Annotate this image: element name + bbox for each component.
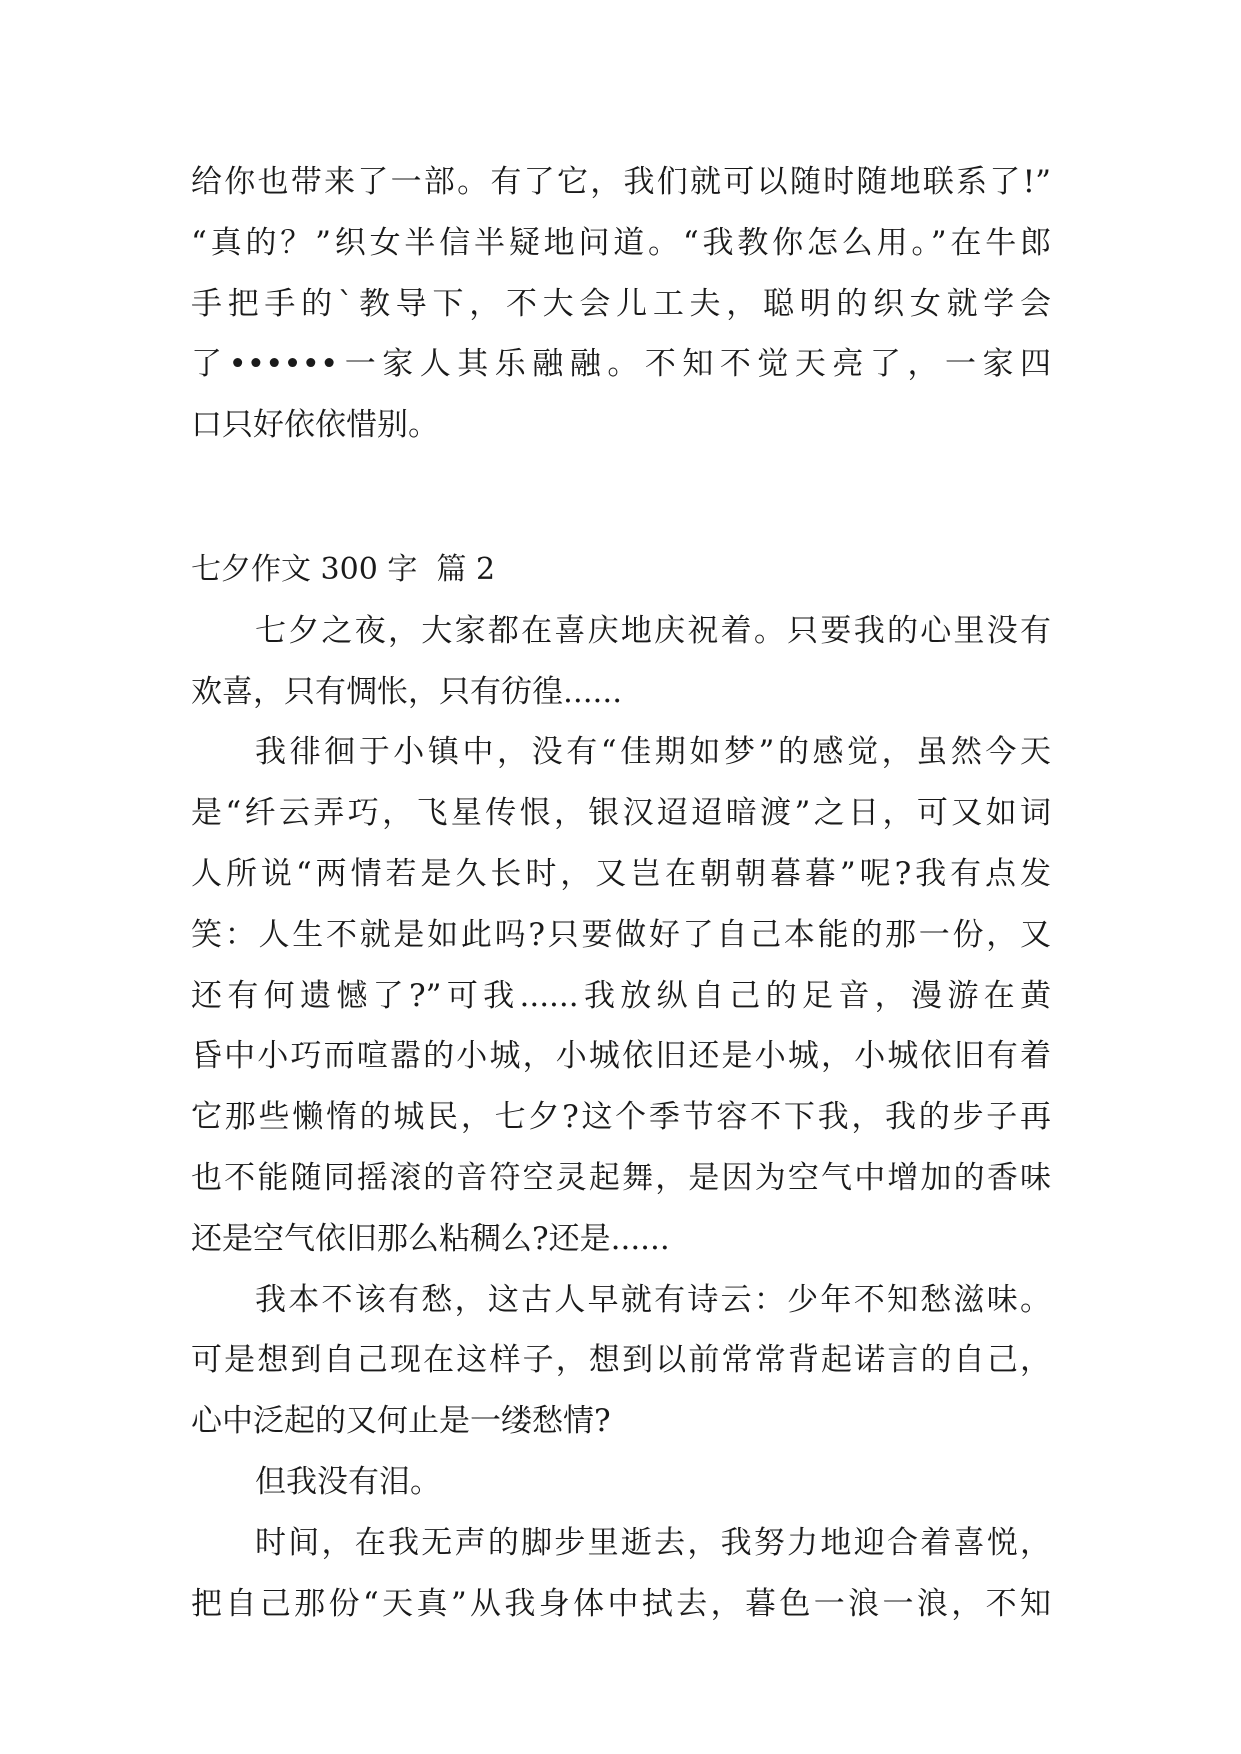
- text-line: 还是空气依旧那么粘稠么?还是......: [191, 1220, 670, 1257]
- text-line: 我本不该有愁，这古人早就有诗云：少年不知愁滋味。: [255, 1281, 1051, 1318]
- essay-heading: [191, 540, 1051, 601]
- section-gap: [191, 456, 1051, 540]
- text-line: 七夕之夜，大家都在喜庆地庆祝着。只要我的心里没有: [255, 612, 1051, 649]
- paragraph: [191, 1452, 1051, 1513]
- text-line: 昏中小巧而喧嚣的小城，小城依旧还是小城，小城依旧有着: [191, 1038, 1051, 1075]
- essay-part: 篇 2: [436, 551, 496, 587]
- text-line: 给你也带来了一部。有了它，我们就可以随时随地联系了!”: [191, 164, 1051, 200]
- text-line: 还有何遗憾了?”可我......我放纵自己的足音，漫游在黄: [191, 977, 1051, 1014]
- paragraph: [191, 1513, 1051, 1635]
- text-line: 心中泛起的又何止是一缕愁情?: [191, 1403, 611, 1440]
- document-page: [191, 152, 1051, 1634]
- text-line: 笑：人生不就是如此吗?只要做好了自己本能的那一份，又: [191, 916, 1051, 953]
- text-line: 我徘徊于小镇中，没有“佳期如梦”的感觉，虽然今天: [255, 734, 1051, 771]
- text-line: 是“纤云弄巧，飞星传恨，银汉迢迢暗渡”之日，可又如词: [191, 795, 1051, 832]
- text-line: 但我没有泪。: [255, 1463, 441, 1500]
- essay-title: 七夕作文 300 字: [191, 551, 418, 587]
- text-line: 口只好依依惜别。: [191, 407, 439, 444]
- text-line: 时间，在我无声的脚步里逝去，我努力地迎合着喜悦，: [255, 1524, 1051, 1561]
- text-line: 手把手的`教导下，不大会儿工夫，聪明的织女就学会: [191, 285, 1051, 322]
- text-line: 人所说“两情若是久长时，又岂在朝朝暮暮”呢?我有点发: [191, 855, 1051, 892]
- paragraph: [191, 601, 1051, 723]
- text-line: “真的？”织女半信半疑地问道。“我教你怎么用。”在牛郎: [191, 224, 1051, 261]
- text-line: 了••••••一家人其乐融融。不知不觉天亮了，一家四: [191, 346, 1051, 383]
- section-continuation: [191, 152, 1051, 456]
- paragraph: [191, 1270, 1051, 1452]
- text-line: 它那些懒惰的城民，七夕?这个季节容不下我，我的步子再: [191, 1099, 1051, 1136]
- text-line: 把自己那份“天真”从我身体中拭去，暮色一浪一浪，不知: [191, 1585, 1051, 1622]
- paragraph: [191, 722, 1051, 1269]
- text-line: 欢喜，只有惆怅，只有彷徨......: [191, 673, 623, 710]
- text-line: 可是想到自己现在这样子，想到以前常常背起诺言的自己，: [191, 1342, 1051, 1379]
- text-line: 也不能随同摇滚的音符空灵起舞，是因为空气中增加的香味: [191, 1159, 1051, 1196]
